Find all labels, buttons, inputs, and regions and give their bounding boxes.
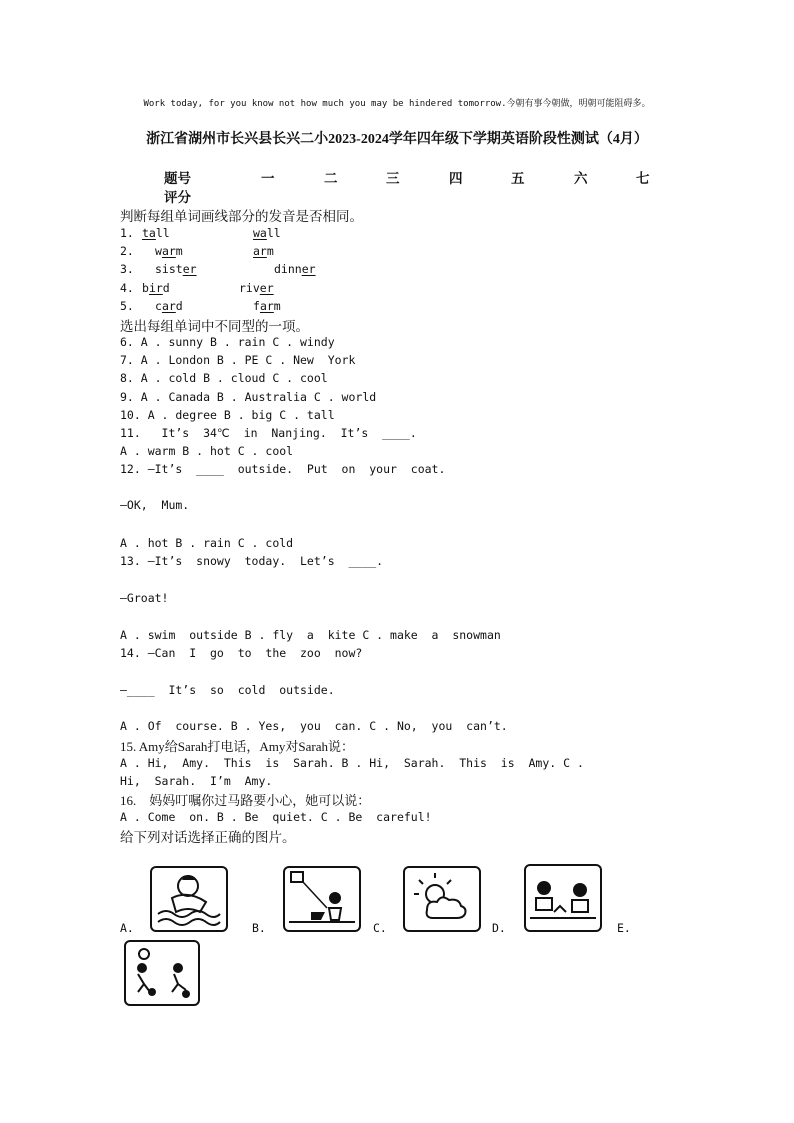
q8-line: 8. A . cold B . cloud C . cool bbox=[120, 371, 328, 385]
q12-stem: 12. —It’s ____ outside. Put on your coat. bbox=[120, 462, 446, 476]
s1-item-4-word1: bird bbox=[142, 281, 170, 295]
q12-reply: —OK, Mum. bbox=[120, 498, 190, 512]
q14-options: A . Of course. B . Yes, you can. C . No, you can’t. bbox=[120, 719, 508, 733]
s1-item-2-word1: warm bbox=[155, 244, 183, 258]
option-b-label: B. bbox=[252, 921, 266, 935]
motto: Work today, for you know not how much you may be hindered tomorrow.今朝有事今朝做，明朝可能阻碍多。 bbox=[143, 99, 651, 109]
q15-stem: 15. Amy给Sarah打电话，Amy对Sarah说： bbox=[120, 739, 354, 754]
q13-options: A . swim outside B . fly a kite C . make a snowman bbox=[120, 628, 501, 642]
s1-item-2-word2: arm bbox=[253, 244, 274, 258]
q13-stem: 13. —It’s snowy today. Let’s ____. bbox=[120, 554, 384, 568]
q16-options: A . Come on. B . Be quiet. C . Be careful! bbox=[120, 810, 432, 824]
option-a-label: A. bbox=[120, 921, 134, 935]
s1-item-5-word1: card bbox=[155, 299, 183, 313]
boy-flying-kite-picture bbox=[283, 866, 361, 932]
q12-options: A . hot B . rain C . cold bbox=[120, 536, 294, 550]
q11-stem: 11. It’s 34℃ in Nanjing. It’s ____. bbox=[120, 426, 417, 440]
score-col-5: 五 bbox=[511, 171, 525, 186]
q10-line: 10. A . degree B . big C . tall bbox=[120, 408, 335, 422]
q6-line: 6. A . sunny B . rain C . windy bbox=[120, 335, 335, 349]
boy-swimming-picture bbox=[150, 866, 228, 932]
q15-options-line1: A . Hi, Amy. This is Sarah. B . Hi, Sarah. This is Amy. C . bbox=[120, 756, 584, 770]
q13-reply: —Groat! bbox=[120, 591, 169, 605]
score-col-3: 三 bbox=[386, 171, 400, 186]
s1-item-5: 5. bbox=[120, 299, 134, 313]
s1-item-3-word2: dinner bbox=[274, 262, 316, 276]
q7-line: 7. A . London B . PE C . New York bbox=[120, 353, 356, 367]
s1-item-4: 4. bbox=[120, 281, 134, 295]
section3-instruction: 给下列对话选择正确的图片。 bbox=[120, 830, 296, 845]
score-col-7: 七 bbox=[636, 171, 650, 186]
score-col-2: 二 bbox=[324, 171, 338, 186]
children-playing-picture bbox=[524, 864, 602, 932]
s1-item-4-word2: river bbox=[239, 281, 274, 295]
s1-item-1-word2: wall bbox=[253, 226, 281, 240]
s1-item-3: 3. bbox=[120, 262, 134, 276]
score-row-label-score: 评分 bbox=[164, 190, 191, 205]
q16-stem: 16. 妈妈叮嘱你过马路要小心，她可以说： bbox=[120, 793, 371, 808]
s1-item-1-word1: tall bbox=[142, 226, 170, 240]
q15-options-line2: Hi, Sarah. I’m Amy. bbox=[120, 774, 273, 788]
option-e-label: E. bbox=[617, 921, 631, 935]
children-playing-football-picture bbox=[124, 940, 200, 1006]
s1-item-3-word1: sister bbox=[155, 262, 197, 276]
section1-instruction: 判断每组单词画线部分的发音是否相同。 bbox=[120, 209, 363, 224]
score-col-4: 四 bbox=[449, 171, 463, 186]
q14-stem: 14. —Can I go to the zoo now? bbox=[120, 646, 363, 660]
q14-reply: —____ It’s so cold outside. bbox=[120, 683, 335, 697]
s1-item-2: 2. bbox=[120, 244, 134, 258]
section2-instruction: 选出每组单词中不同型的一项。 bbox=[120, 319, 309, 334]
q9-line: 9. A . Canada B . Australia C . world bbox=[120, 390, 377, 404]
score-row-label-number: 题号 bbox=[164, 171, 191, 186]
option-d-label: D. bbox=[492, 921, 506, 935]
score-col-1: 一 bbox=[261, 171, 275, 186]
sun-and-clouds-picture bbox=[403, 866, 481, 932]
s1-item-1: 1. bbox=[120, 226, 134, 240]
q11-options: A . warm B . hot C . cool bbox=[120, 444, 294, 458]
s1-item-5-word2: farm bbox=[253, 299, 281, 313]
page-title: 浙江省湖州市长兴县长兴二小2023-2024学年四年级下学期英语阶段性测试（4月） bbox=[146, 132, 648, 147]
option-c-label: C. bbox=[373, 921, 387, 935]
score-col-6: 六 bbox=[574, 171, 588, 186]
